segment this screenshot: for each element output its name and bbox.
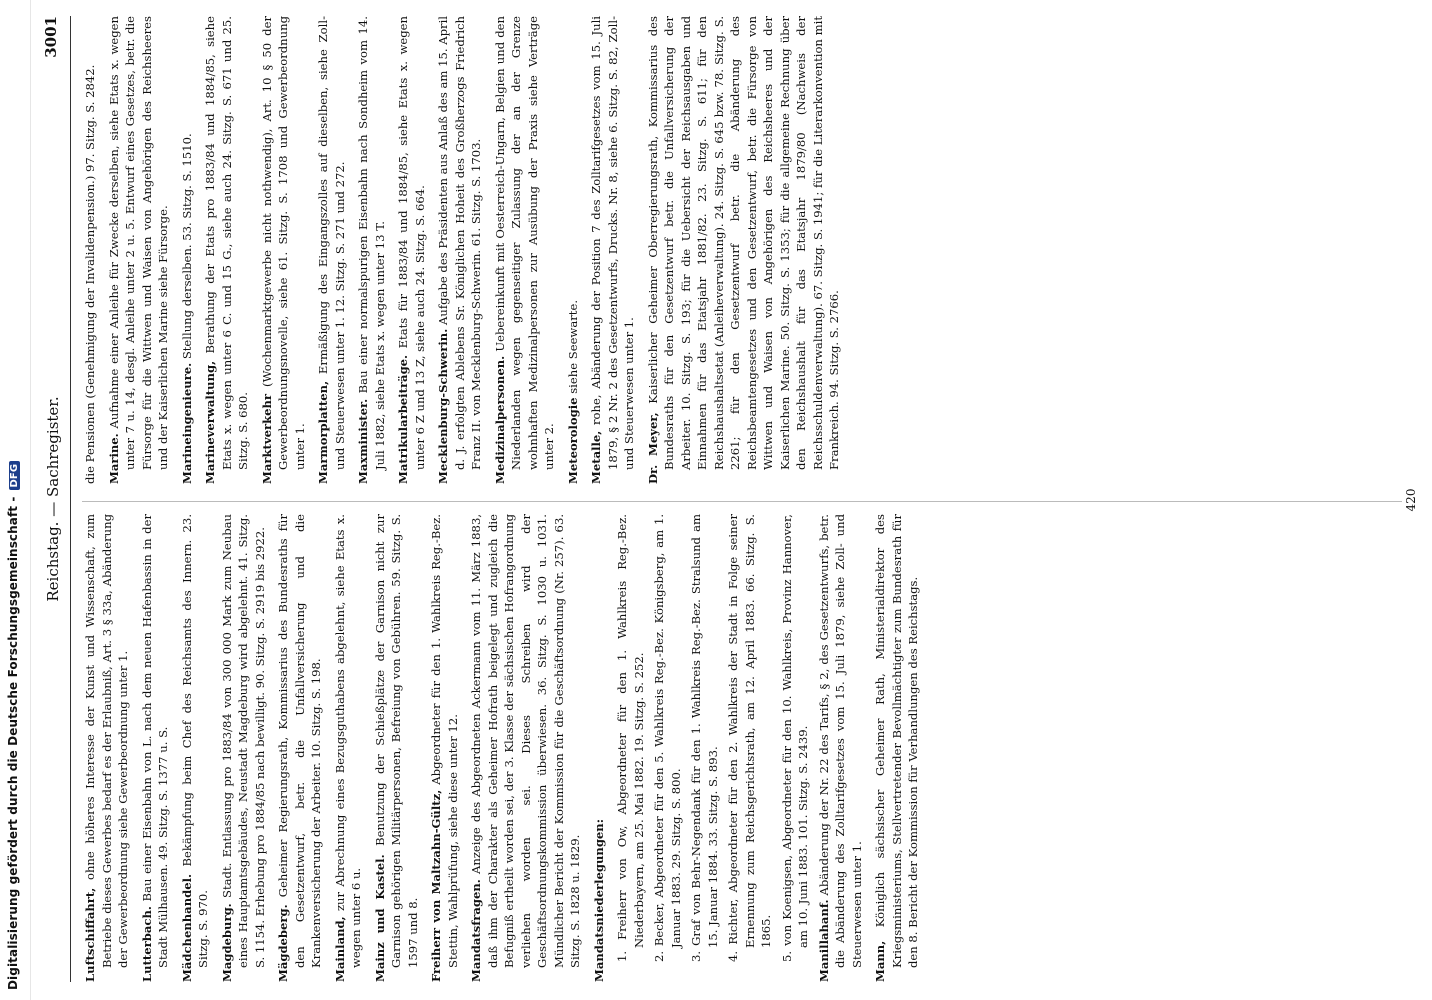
index-subentry: 1. Freiherr von Ow, Abgeordneter für den 1. Wahlkreis Reg.-Bez. Niederbayern, am 25. Mai 1882. 19. Sitzg. S. 252.: [615, 514, 646, 962]
index-entry: [588, 16, 638, 484]
index-entry: [372, 514, 422, 982]
entry-keyword: Mädchenhandel.: [179, 873, 194, 982]
entry-keyword: Mägdeberg.: [276, 904, 290, 982]
dfg-logo: DFG: [9, 461, 20, 491]
footer-page-number: 420: [1404, 488, 1418, 512]
column-divider: [82, 501, 1402, 502]
index-entry: [179, 16, 196, 484]
index-entry: [82, 16, 99, 484]
entry-text: Königlich sächsischer Geheimer Rath, Ministerialdirektor des Kriegsministeriums, Stellvertretender Bevollmächtigter zum Bundesrath für den 8. Bericht der Kommission für Verhandlungen des Reichstags.: [873, 514, 920, 968]
entry-text: Berathung der Etats pro 1883/84 und 1884/85, siehe Etats x. wegen unter 6 C. und 15 G., siehe auch 24. Sitzg. S. 671 und 25. Sitzg. S. 680.: [203, 15, 250, 470]
index-entry: [435, 16, 485, 484]
index-entry: [816, 514, 866, 982]
entry-text: Etats für 1883/84 und 1884/85, siehe Etats x. wegen unter 6 Z und 13 Z, siehe auch 24. Sitzg. S. 664.: [396, 16, 427, 470]
entry-text: Kaiserlicher Geheimer Oberregierungsrath, Kommissarius des Bundesraths für den Gesetzentwurf betr. die Unfallversicherung der Arbeiter. 10. Sitzg. S. 193; für die Uebersicht der Reichsausgaben und Einnahmen für das Etatsjahr 1881/82. 23. Sitzg. S. 611; für den Reichshaushaltsetat (Anleiheverwaltung). 24. Sitzg. S. 645 bzw. 78. Sitzg. S. 2261; für den Gesetzentwurf betr. die Abänderung des Reichsbeamtengesetzes und den Gesetzentwurf, betr. die Fürsorge von Wittwen und Waisen von Angehörigen des Reichsheeres und der Kaiserlichen Marine. 50. Sitzg. S. 1353; für die allgemeine Rechnung über den Reichshaushalt für das Etatsjahr 1879/80 (Nachweis der Reichsschuldenverwaltung). 67. Sitzg. S. 1941; für die Literarkonvention mit Frankreich. 94. Sitzg. S. 2766.: [645, 16, 841, 470]
header-page-number: 3001: [42, 16, 60, 58]
index-entry: [202, 16, 252, 484]
entry-keyword: Mandatsfragen.: [469, 879, 483, 982]
entry-keyword: Dr. Meyer,: [645, 412, 660, 484]
entry-text: Stadt. Entlassung pro 1883/84 von 300 000 Mark zum Neubau eines Hauptamtsgebäudes, Neustadt Magdeburg wird abgelehnt. 41. Sitzg. S. 1154. Erhebung pro 1884/85 nach bewilligt. 90. Sitzg. S. 2919 bis 2922.: [219, 514, 267, 968]
index-entry: [332, 514, 365, 982]
entry-keyword: Marktverkehr: [259, 393, 274, 484]
entry-keyword: Mecklenburg-Schwerin.: [436, 328, 450, 484]
banner-label: Digitalisierung gefördert durch die Deutsche Forschungsgemeinschaft -: [6, 496, 20, 990]
scanned-page: [38, 0, 1428, 1000]
entry-keyword: Magdeburg.: [219, 903, 234, 982]
entry-text: die Pensionen (Genehmigung der Invalidenpension.) 97. Sitzg. S. 2842.: [83, 64, 97, 484]
entry-text: ohne höheres Interesse der Kunst und Wissenschaft, zum Betriebe dieses Gewerbes bedarf es der Erlaubniß, Art. 3 § 33a, Abänderung der Gewerbeordnung siehe Gewerbeordnung unter 1.: [83, 514, 130, 968]
entry-keyword: Matrikularbeiträge.: [396, 354, 410, 484]
index-entry: [492, 16, 558, 484]
entry-keyword: Mainland,: [332, 916, 347, 982]
entry-keyword: Freiherr von Maltzahn-Gültz,: [429, 789, 443, 982]
entry-text: Bau einer normalspurigen Eisenbahn nach Sondheim vom 14. Juli 1882, siehe Etats x. wegen unter 13 T.: [356, 16, 387, 470]
index-entry: [259, 16, 309, 484]
entry-keyword: Metalle,: [589, 430, 603, 484]
entry-keyword: Lutterbach.: [139, 906, 154, 982]
banner-text: [6, 10, 24, 990]
index-entry: [179, 514, 212, 982]
index-entry: [82, 514, 132, 982]
entry-keyword: Marine.: [106, 433, 121, 484]
index-entry: [395, 16, 428, 484]
index-entry: [355, 16, 388, 484]
index-subentry: 3. Graf von Behr-Negendank für den 1. Wahlkreis Reg.-Bez. Stralsund am 15. Januar 1884. 33. Sitzg. S. 893.: [689, 514, 720, 962]
entry-keyword: Mandatsniederlegungen:: [591, 818, 606, 982]
index-entry: [645, 16, 843, 484]
digitization-banner: [0, 0, 31, 1000]
entry-text: Anzeige des Abgeordneten Ackermann vom 11. März 1883, daß ihm der Charakter als Geheimer Hofrath beigelegt und zugleich die Befugniß ertheilt worden sei, der 3. Klasse der sächsischen Hofrangordnung verliehen worden sei. Dieses Schreiben wird der Geschäftsordnungskommission überwiesen. 36. Sitzg. S. 1030 u. 1031. Mündlicher Bericht der Kommission für die Geschäftsordnung (Nr. 257). 63. Sitzg. S. 1828 u. 1829.: [469, 514, 582, 968]
index-entry: [275, 514, 325, 982]
index-entry: [219, 514, 269, 982]
index-subentry: 5. von Koenigsen, Abgeordneter für den 10. Wahlkreis, Provinz Hannover, am 10. Juni 1883. 101. Sitzg. S. 2439.: [779, 514, 810, 962]
entry-text: Bau einer Eisenbahn von L. nach dem neuen Hafenbassin in der Stadt Mülhausen. 49. Sitzg. S. 1377 u. S.: [139, 514, 170, 968]
index-entry: [565, 16, 582, 484]
entry-text: Stellung derselben. 53. Sitzg. S. 1510.: [179, 133, 194, 360]
header-rule: [70, 16, 71, 982]
index-entry: [428, 514, 461, 982]
page-header: [40, 16, 66, 982]
entry-text: (Wochenmarktgewerbe nicht nothwendig), Art. 10 § 50 der Gewerbeordnungsnovelle, siehe 61. Sitzg. S. 1708 und Gewerbeordnung unter 1.: [259, 15, 307, 470]
right-column: [82, 16, 850, 484]
entry-keyword: Mann,: [873, 940, 887, 982]
left-column: [82, 514, 929, 982]
entry-keyword: Marineingenieure.: [179, 362, 194, 484]
entry-text: Bekämpfung beim Chef des Reichsamts des Innern. 23. Sitzg. S. 970.: [179, 514, 210, 968]
entry-keyword: Manillahanf.: [816, 899, 831, 982]
index-subentry: 2. Becker, Abgeordneter für den 5. Wahlkreis Reg.-Bez. Königsberg, am 1. Januar 1883. 29. Sitzg. S. 800.: [652, 514, 683, 962]
index-entry: [468, 514, 584, 982]
entry-text: Uebereinkunft mit Oesterreich-Ungarn, Belgien und den Niederlanden wegen gegenseitiger Zulassung der an der Grenze wohnhaften Medizinalpersonen zur Ausübung der Praxis siehe Verträge unter 2.: [492, 15, 556, 470]
entry-text: Aufgabe des Präsidenten aus Anlaß des am 15. April d. J. erfolgten Ablebens Sr. Königlichen Hoheit des Großherzogs Friedrich Franz II. von Mecklenburg-Schwerin. 61. Sitzg. S. 1703.: [436, 16, 483, 470]
entry-text: Abgeordneter für den 1. Wahlkreis Reg.-Bez. Stettin, Wahlprüfung, siehe diese unter 12.: [429, 514, 460, 968]
entry-keyword: Maxminister.: [356, 398, 370, 484]
entry-text: Aufnahme einer Anleihe für Zwecke derselben, siehe Etats x. wegen unter 7 u. 14, desgl. Anleihe unter 2 u. 5. Entwurf eines Gesetzes, betr. die Fürsorge für die Wittwen und Waisen von Angehörigen des Reichsheeres und der Kaiserlichen Marine siehe Fürsorge.: [106, 15, 170, 470]
entry-keyword: Marineverwaltung,: [203, 360, 217, 484]
index-entry: [591, 514, 608, 982]
entry-text: Abänderung der Nr. 22 des Tarifs, § 2, des Gesetzentwurfs, betr. die Abänderung des Zolltarifgesetzes vom 15. Juli 1879, siehe Zoll- und Steuerwesen unter 1.: [816, 514, 864, 968]
index-entry: [315, 16, 348, 484]
entry-keyword: Mainz und Kastel.: [372, 854, 387, 982]
entry-text: zur Abrechnung eines Bezugsguthabens abgelehnt, siehe Etats x. wegen unter 6 u.: [332, 514, 363, 968]
index-entry: [106, 16, 172, 484]
index-entry: [872, 514, 922, 982]
entry-text: Geheimer Regierungsrath, Kommissarius des Bundesraths für den Gesetzentwurf, betr. die Unfallversicherung und die Krankenversicherung der Arbeiter. 10. Sitzg. S. 198.: [276, 514, 323, 968]
index-entry: [139, 514, 172, 982]
entry-text: siehe Seewarte.: [565, 299, 580, 394]
header-title: Reichstag. — Sachregister.: [44, 396, 62, 602]
entry-keyword: Medizinalpersonen.: [492, 355, 507, 484]
entry-text: rohe, Abänderung der Position 7 des Zolltarifgesetzes vom 15. Juli 1879, § 2 Nr. 2 des Gesetzentwurfs, Drucks. Nr. 8, siehe 6. Sitzg. S. 82, Zoll- und Steuerwesen unter 1.: [589, 16, 636, 470]
index-subentry: 4. Richter, Abgeordneter für den 2. Wahlkreis der Stadt in Folge seiner Ernennung zum Reichsgerichtsrath, am 12. April 1883. 66. Sitzg. S. 1865.: [726, 514, 773, 962]
entry-text: Benutzung der Schießplätze der Garnison nicht zur Garnison gehörigen Militärpersonen, Befreiung von Gebühren. 59. Sitzg. S. 1597 und 8.: [372, 513, 420, 968]
entry-keyword: Marmorplatten,: [316, 380, 330, 484]
entry-keyword: Meteorologie: [565, 397, 580, 484]
entry-text: Ermäßigung des Eingangszolles auf dieselben, siehe Zoll- und Steuerwesen unter 1. 12. Sitzg. S. 271 und 272.: [316, 16, 347, 470]
entry-keyword: Luftschiffahrt,: [83, 887, 97, 982]
